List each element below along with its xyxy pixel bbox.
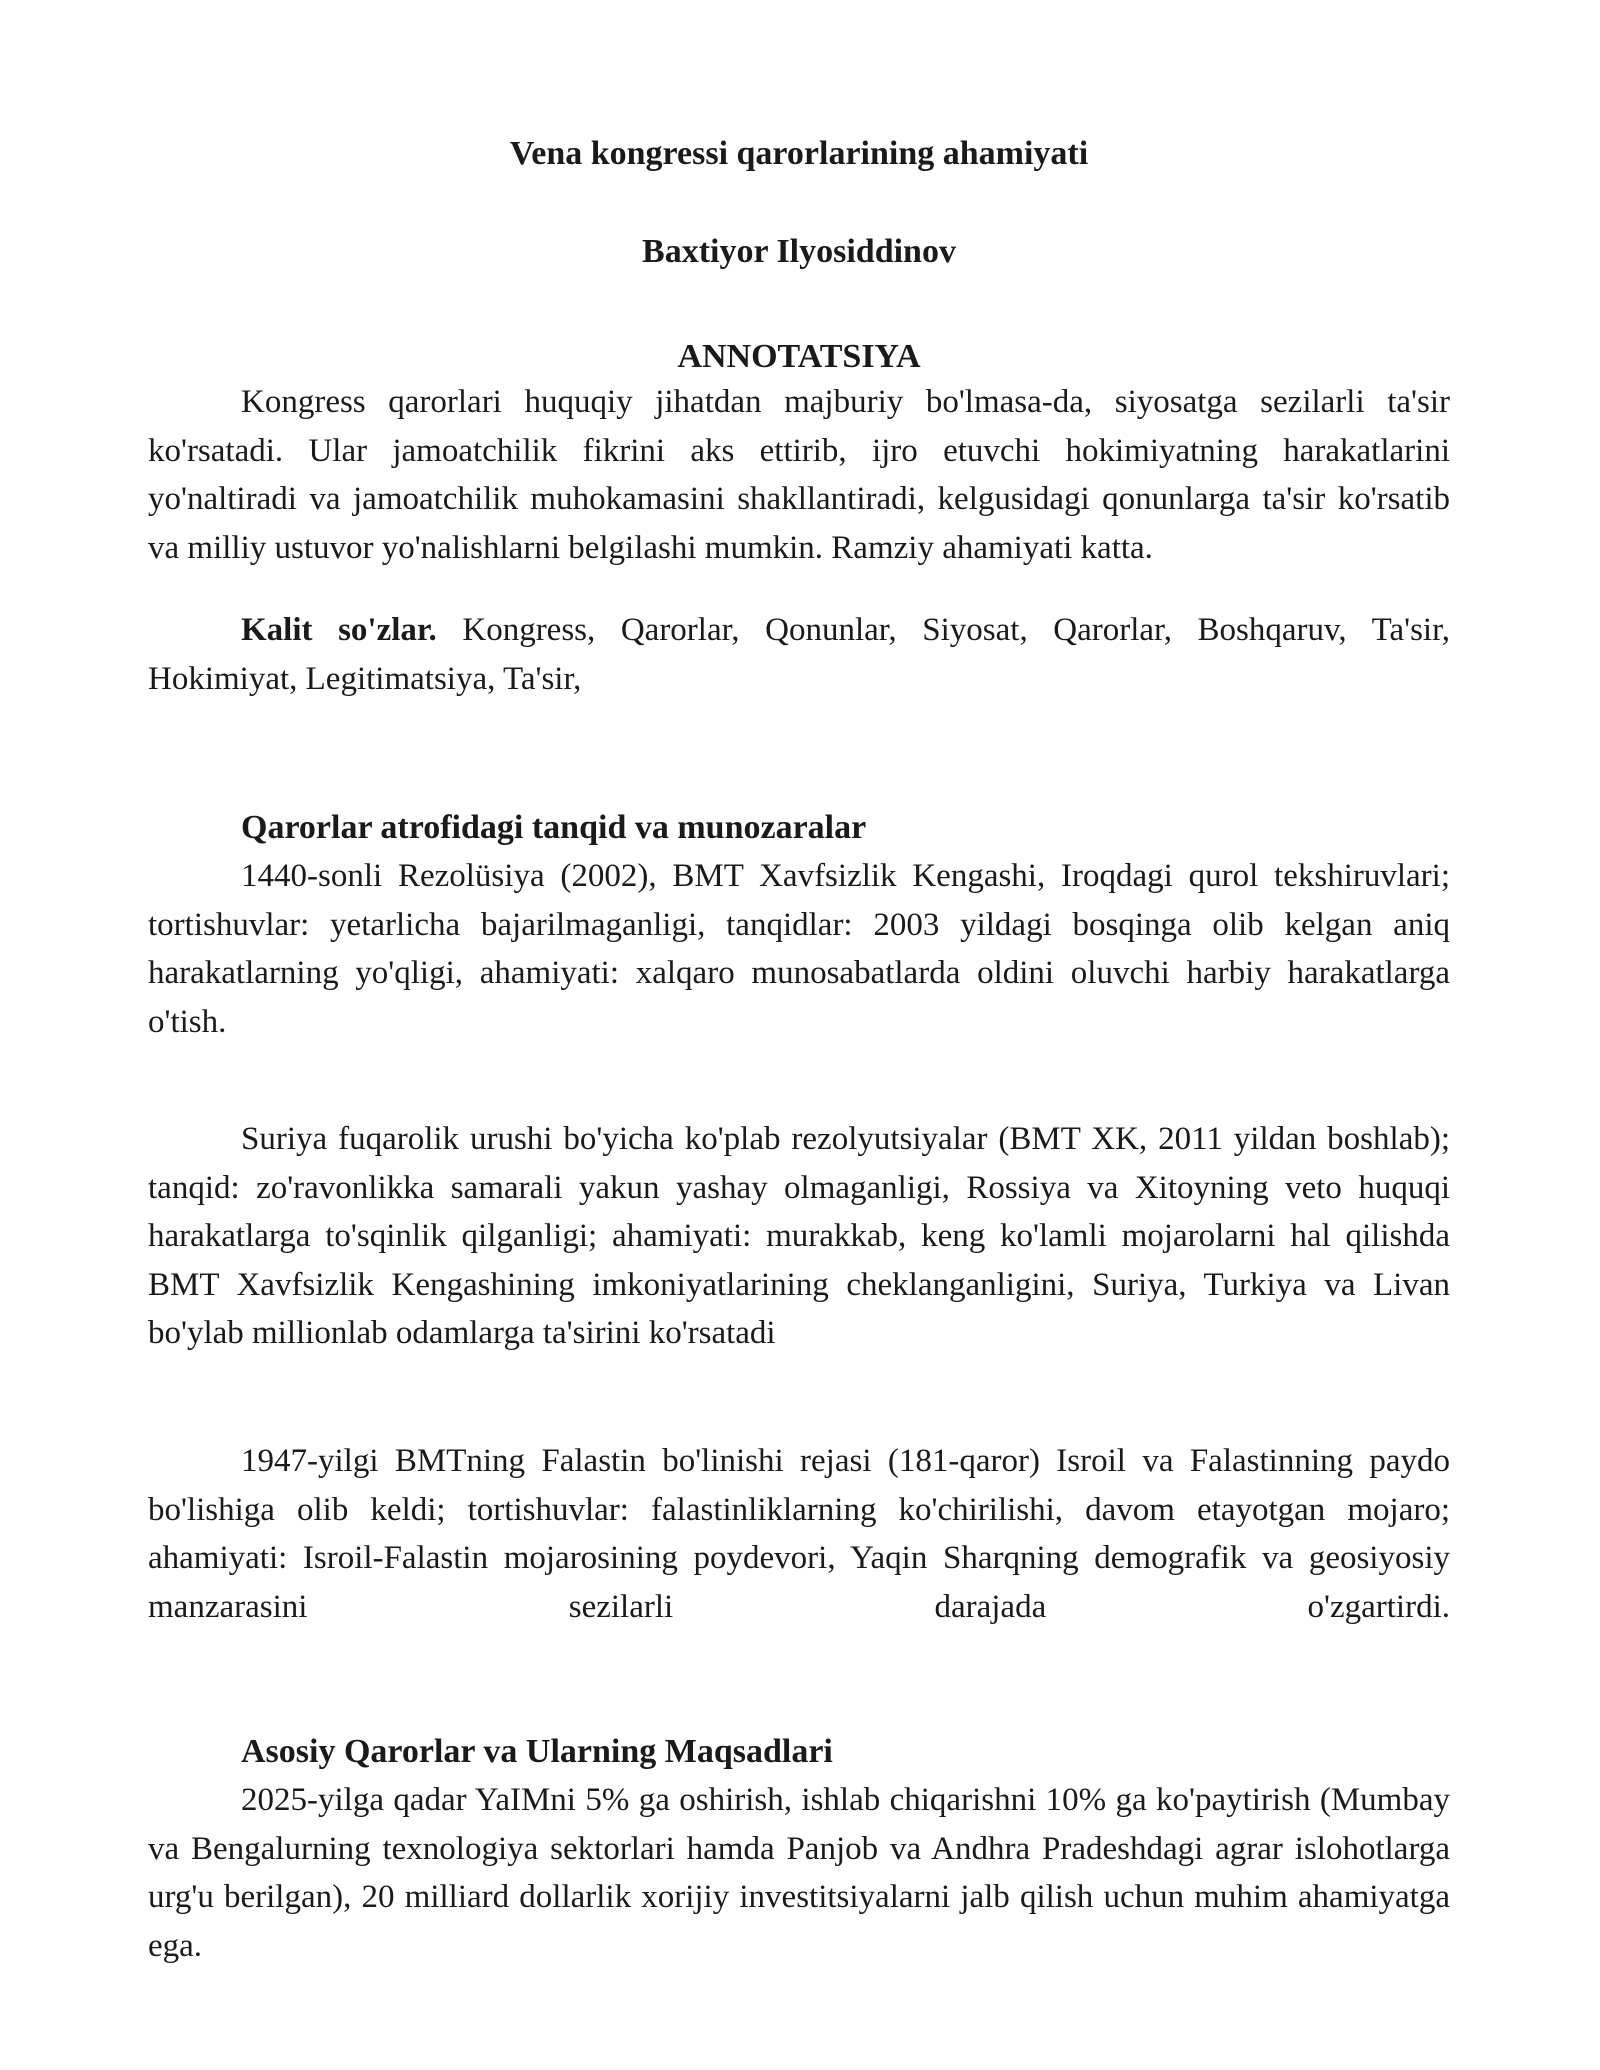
annotation-paragraph: Kongress qarorlari huquqiy jihatdan majburiy bo'lmasa-da, siyosatga sezilarli ta'sir ko'rsatadi. Ular jamoatchilik fikrini aks ettirib, ijro etuvchi hokimiyatning harakatlarini yo'naltiradi va jamoatchilik muhokamasini shakllantiradi, kelgusidagi qonunlarga ta'sir ko'rsatib va milliy ustuvor yo'nalishlarni belgilashi mumkin. Ramziy ahamiyati katta. (148, 384, 1450, 566)
section-heading-main-resolutions: Asosiy Qarorlar va Ularning Maqsadlari (241, 1733, 833, 1770)
document-title: Vena kongressi qarorlarining ahamiyati (509, 135, 1089, 172)
section2-paragraph-1: 2025-yilga qadar YaIMni 5% ga oshirish, ishlab chiqarishni 10% ga ko'paytirish (Mumbay va Bengalurning texnologiya sektorlari hamda Panjob va Andhra Pradeshdagi agrar islohotlarga urg'u berilgan), 20 milliard dollarlik xorijiy investitsiyalarni jalb qilish uchun muhim ahamiyatga ega. (148, 1782, 1450, 1964)
section1-paragraph-1: 1440-sonli Rezolüsiya (2002), BMT Xavfsizlik Kengashi, Iroqdagi qurol tekshiruvlari; tortishuvlar: yetarlicha bajarilmaganligi, tanqidlar: 2003 yildagi bosqinga olib kelgan aniq harakatlarning yo'qligi, ahamiyati: xalqaro munosabatlarda oldini oluvchi harbiy harakatlarga o'tish. (148, 858, 1450, 1040)
section1-paragraph-3: 1947-yilgi BMTning Falastin bo'linishi rejasi (181-qaror) Isroil va Falastinning paydo bo'lishiga olib keldi; tortishuvlar: falastinliklarning ko'chirilishi, davom etayotgan mojaro; ahamiyati: Isroil-Falastin mojarosining poydevori, Yaqin Sharqning demografik va geosiyosiy manzarasini sezilarli darajada o'zgartirdi. (148, 1443, 1450, 1625)
section-heading-criticism: Qarorlar atrofidagi tanqid va munozaralar (241, 809, 867, 846)
section1-paragraph-2: Suriya fuqarolik urushi bo'yicha ko'plab rezolyutsiyalar (BMT XK, 2011 yildan boshlab); tanqid: zo'ravonlikka samarali yakun yashay olmaganligi, Rossiya va Xitoyning veto huquqi harakatlarga to'sqinlik qilganligi; ahamiyati: murakkab, keng ko'lamli mojarolarni hal qilishda BMT Xavfsizlik Kengashining imkoniyatlarining cheklanganligini, Suriya, Turkiya va Livan bo'ylab millionlab odamlarga ta'sirini ko'rsatadi (148, 1121, 1450, 1351)
annotation-heading: ANNOTATSIYA (677, 338, 921, 375)
document-author: Baxtiyor Ilyosiddinov (642, 233, 956, 270)
keywords-paragraph (148, 606, 1450, 703)
keywords-text: Kongress, Qarorlar, Qonunlar, Siyosat, Qarorlar, Boshqaruv, Ta'sir, Hokimiyat, Legitimatsiya, Ta'sir, (148, 612, 1450, 697)
keywords-label: Kalit so'zlar. (241, 612, 437, 648)
